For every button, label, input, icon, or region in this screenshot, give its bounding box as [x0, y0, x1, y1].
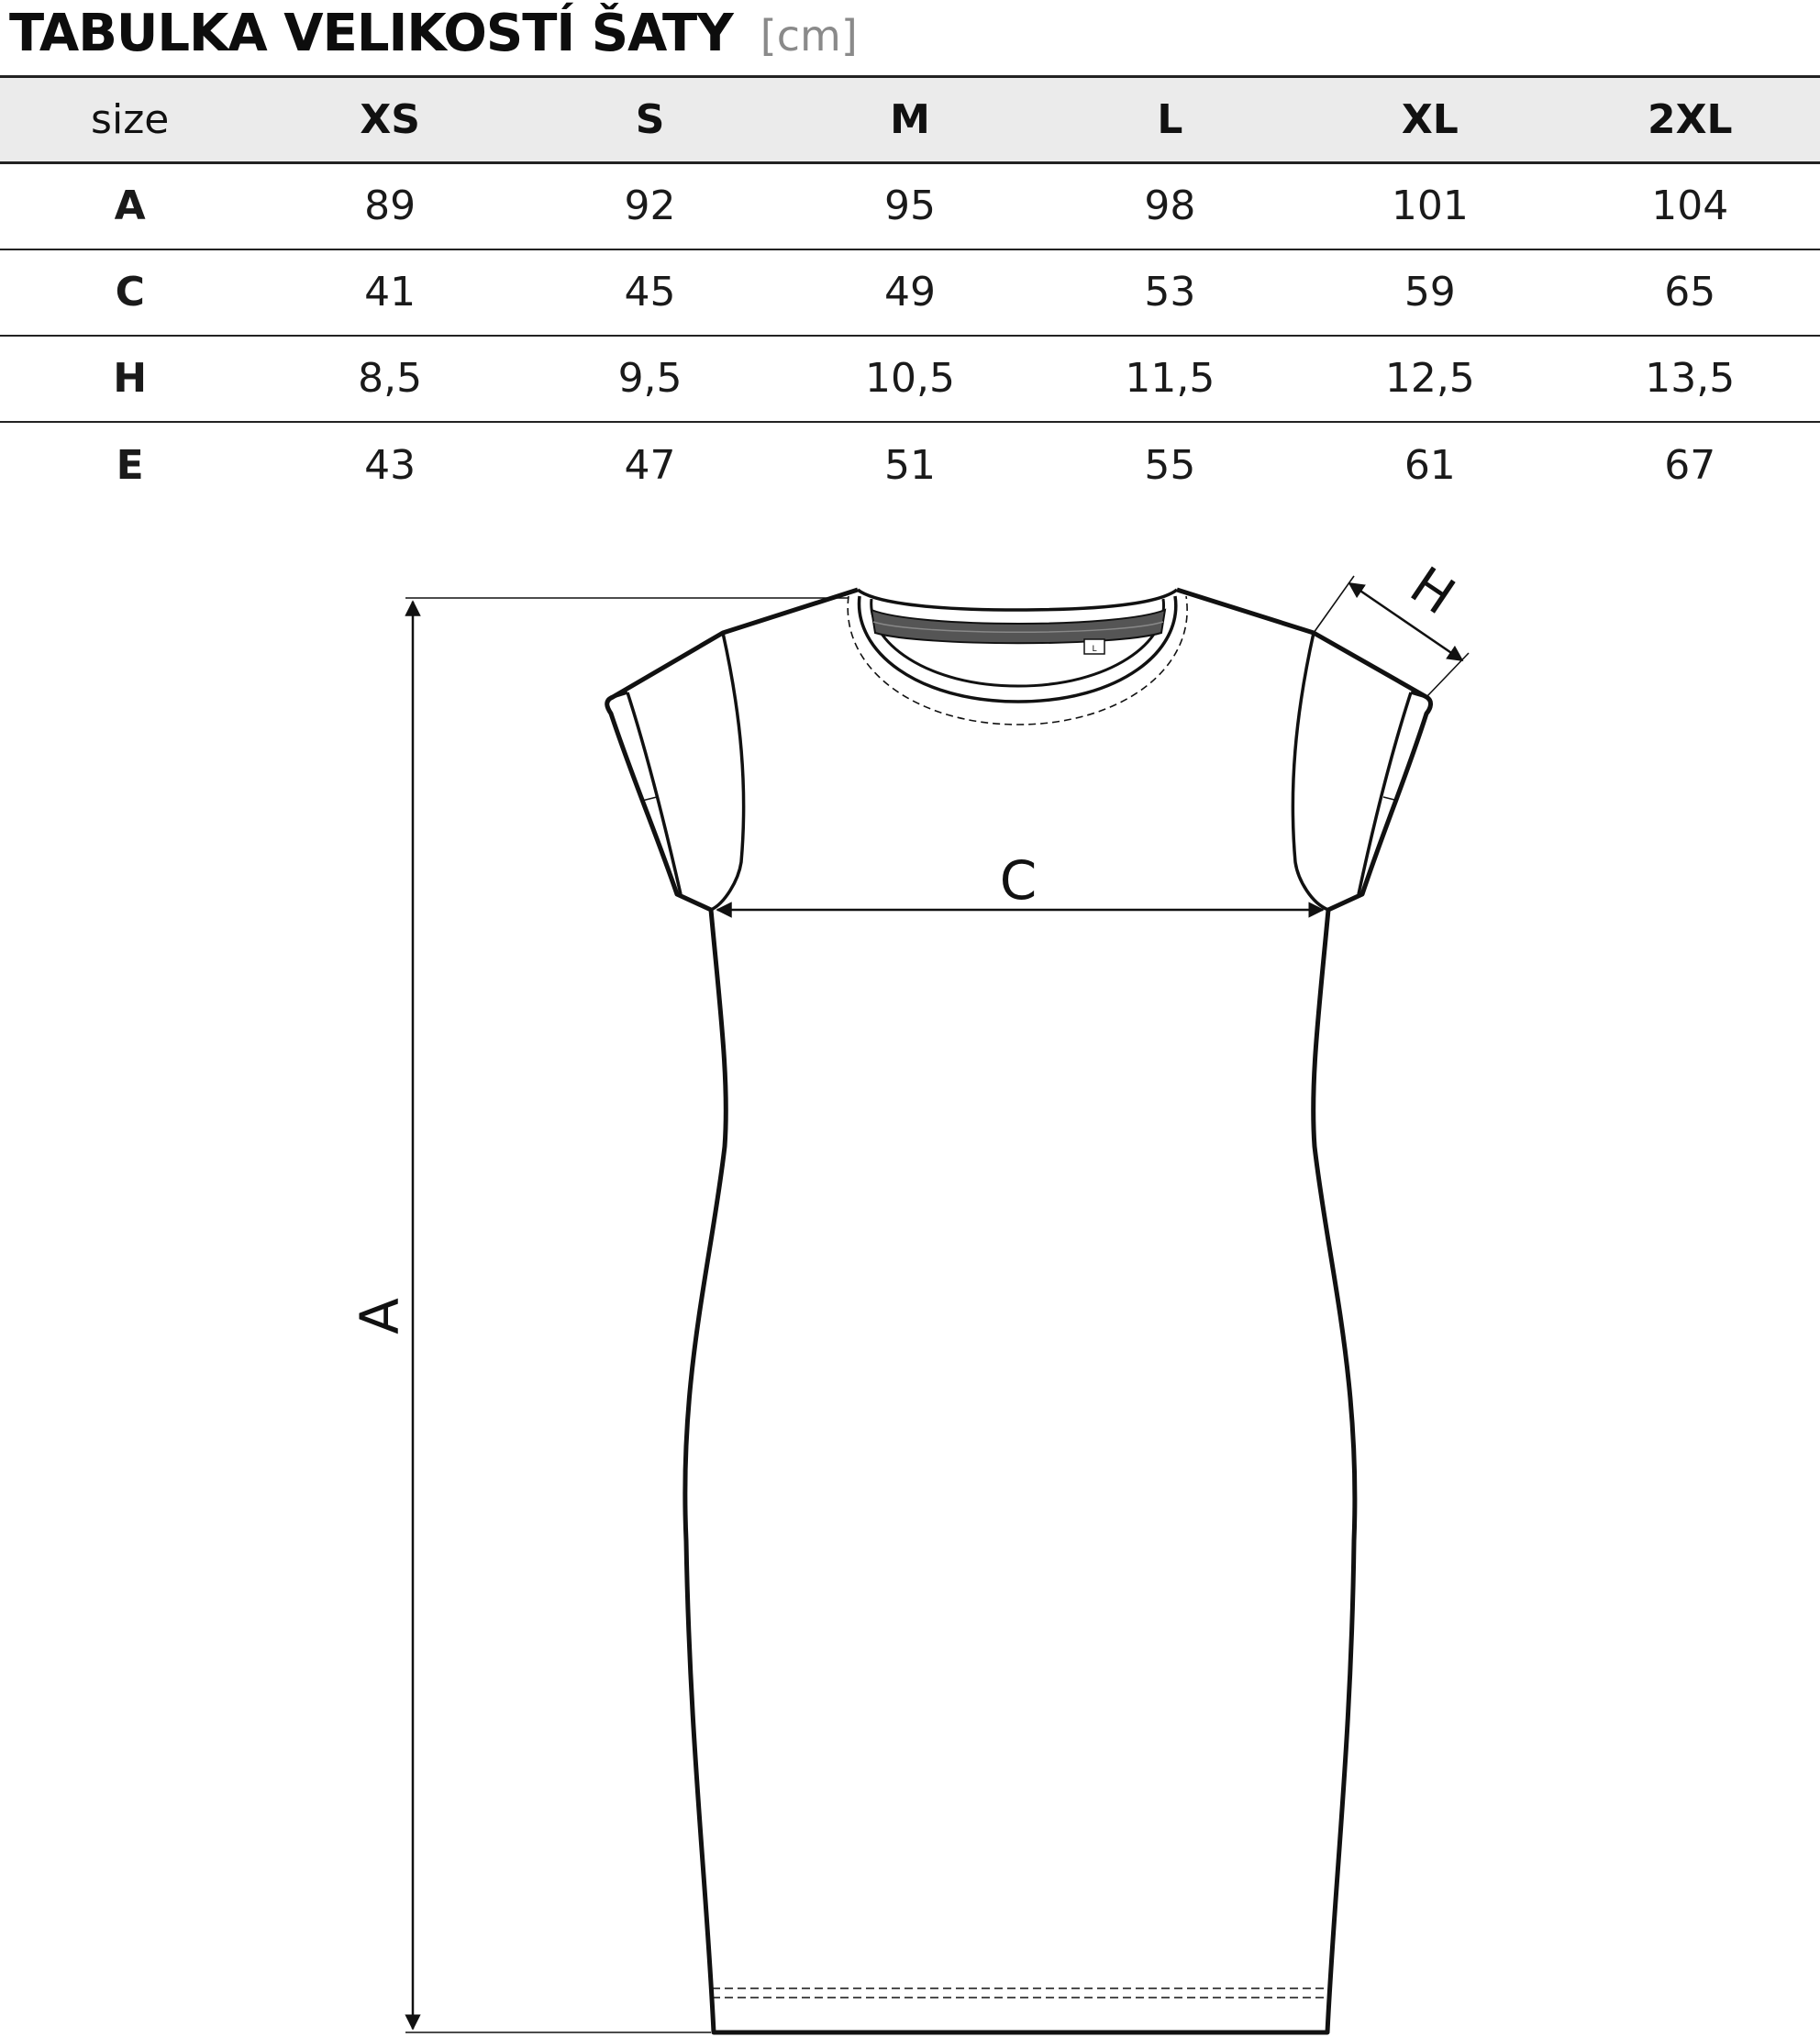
size-column-2xl: 2XL: [1560, 77, 1820, 163]
left-sleeve-cuff: [613, 692, 681, 894]
table-row-h: [0, 336, 1820, 422]
back-neck-band: [871, 610, 1165, 643]
table-cell: 13,5: [1560, 336, 1820, 422]
dress-outline: [607, 590, 1431, 2032]
table-cell: 95: [883, 183, 936, 230]
table-cell: 104: [1651, 183, 1729, 230]
left-sleeve-seam: [711, 633, 744, 910]
table-cell: 53: [1040, 249, 1300, 336]
row-label-e: E: [0, 422, 260, 508]
table-cell: 11,5: [1040, 336, 1300, 422]
table-cell: 61: [1300, 422, 1559, 508]
table-cell: 65: [1560, 249, 1820, 336]
table-cell: 98: [1144, 183, 1196, 230]
size-tag-letter: L: [1092, 645, 1097, 654]
dimension-c-label: C: [999, 849, 1038, 912]
right-sleeve-cuff: [1359, 692, 1426, 894]
dimension-h-label: H: [1399, 555, 1465, 627]
size-column-m: M: [780, 77, 1039, 163]
size-column-l: L: [1040, 77, 1300, 163]
dimension-a-label: A: [349, 1298, 411, 1334]
dress-diagram: [0, 514, 1820, 2037]
table-cell: 67: [1560, 422, 1820, 508]
page-title: TABULKA VELIKOSTÍ ŠATY: [9, 4, 733, 63]
dimension-h-guide-1: [1314, 576, 1354, 633]
table-row-e: [0, 422, 1820, 508]
table-row-a: [0, 163, 1820, 249]
table-cell: 43: [260, 422, 519, 508]
table-cell: 12,5: [1300, 336, 1559, 422]
table-header-row: [0, 77, 1820, 163]
table-cell: 10,5: [780, 336, 1039, 422]
size-header-label: size: [0, 77, 260, 163]
table-cell: 59: [1300, 249, 1559, 336]
size-tag-icon: [1084, 639, 1104, 654]
size-column-s: S: [520, 77, 780, 163]
table-cell: 51: [780, 422, 1039, 508]
table-cell: 47: [520, 422, 780, 508]
table-cell: 9,5: [520, 336, 780, 422]
table-row-c: [0, 249, 1820, 336]
left-cuff-tick: [642, 797, 657, 801]
size-column-xl: XL: [1300, 77, 1559, 163]
table-cell: 45: [520, 249, 780, 336]
row-label-a: A: [114, 183, 146, 230]
collar-stitching: [848, 596, 1187, 725]
row-label-h: H: [0, 336, 260, 422]
table-cell: 49: [780, 249, 1039, 336]
table-cell: 92: [624, 183, 676, 230]
table-cell: 55: [1040, 422, 1300, 508]
table-cell: 89: [364, 183, 416, 230]
size-column-xs: XS: [260, 77, 519, 163]
neckline-outer: [858, 590, 1177, 610]
row-label-c: C: [0, 249, 260, 336]
unit-label: [cm]: [760, 11, 858, 61]
table-cell: 101: [1391, 183, 1469, 230]
title-row: [9, 4, 858, 73]
table-cell: 8,5: [260, 336, 519, 422]
size-table: [0, 75, 1820, 508]
table-cell: 41: [260, 249, 519, 336]
right-sleeve-seam: [1293, 633, 1328, 910]
